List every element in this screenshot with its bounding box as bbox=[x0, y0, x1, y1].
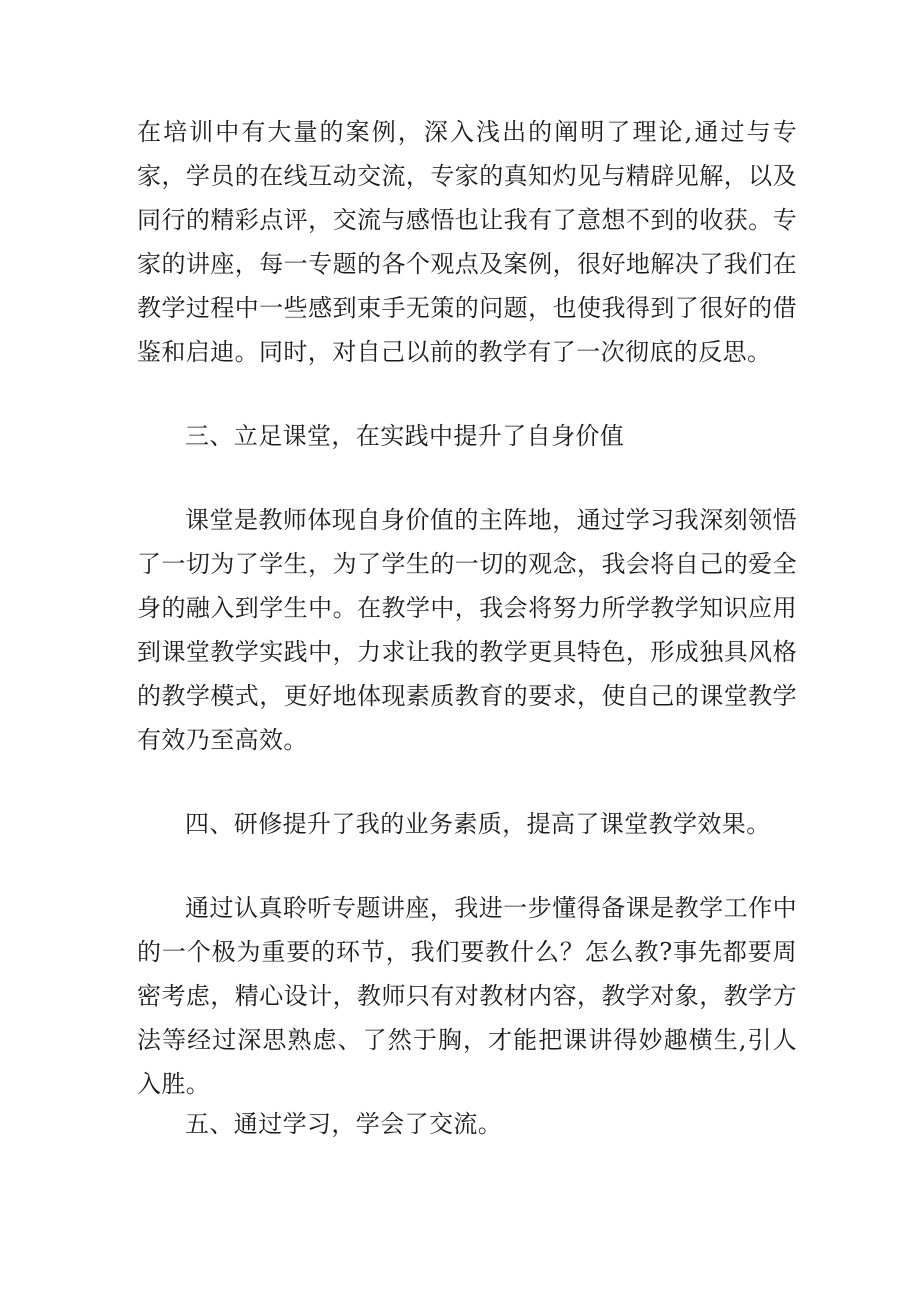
paragraph-lesson-preparation: 通过认真聆听专题讲座，我进一步懂得备课是教学工作中的一个极为重要的环节，我们要教什么？怎么教?事先都要周密考虑，精心设计，教师只有对教材内容，教学对象，教学方法等经过深思熟虑、了然于胸，才能把课讲得妙趣横生,引人入胜。 bbox=[137, 894, 797, 1098]
section-heading-three: 三、立足课堂，在实践中提升了自身价值 bbox=[185, 422, 625, 450]
paragraph-training-cases: 在培训中有大量的案例，深入浅出的阐明了理论,通过与专家，学员的在线互动交流，专家的真知灼见与精辟见解，以及同行的精彩点评，交流与感悟也让我有了意想不到的收获。专家的讲座，每一专题的各个观点及案例，很好地解决了我们在教学过程中一些感到束手无策的问题，也使我得到了很好的借鉴和启迪。同时，对自己以前的教学有了一次彻底的反思。 bbox=[137, 118, 797, 366]
paragraph-classroom-value: 课堂是教师体现自身价值的主阵地，通过学习我深刻领悟了一切为了学生，为了学生的一切的观念，我会将自己的爱全身的融入到学生中。在教学中，我会将努力所学教学知识应用到课堂教学实践中，力求让我的教学更具特色，形成独具风格的教学模式，更好地体现素质教育的要求，使自己的课堂教学有效乃至高效。 bbox=[137, 506, 797, 754]
section-heading-five: 五、通过学习，学会了交流。 bbox=[185, 1110, 503, 1138]
section-heading-four: 四、研修提升了我的业务素质，提高了课堂教学效果。 bbox=[185, 810, 771, 838]
